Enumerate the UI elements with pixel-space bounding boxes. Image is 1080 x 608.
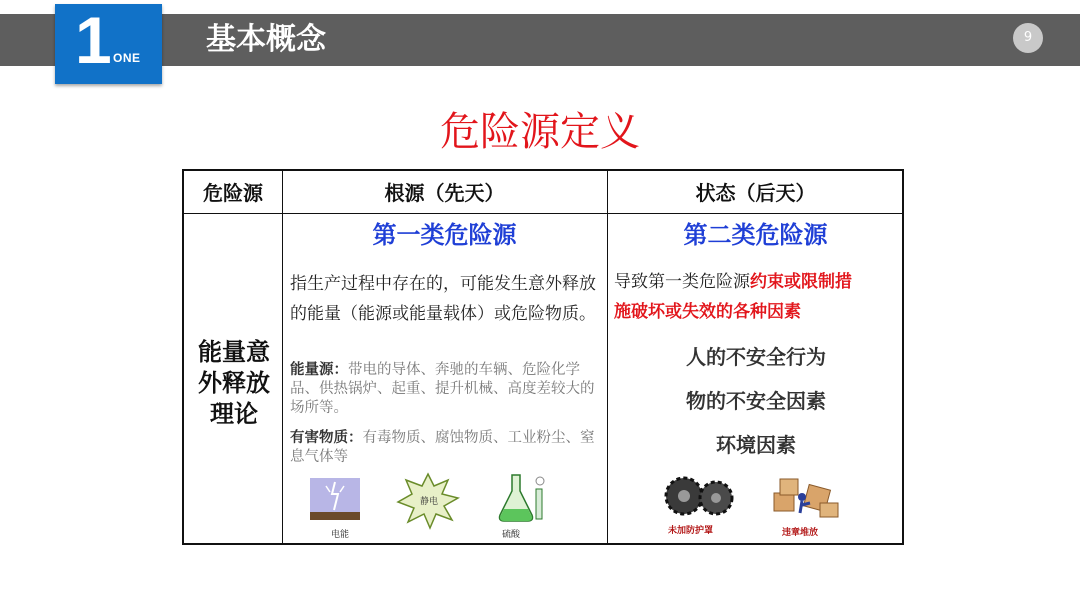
sulfuric-acid-image — [494, 471, 550, 525]
header-root: 根源（先天） — [384, 181, 505, 205]
type-two-desc-normal: 导致第一类危险源 — [614, 272, 750, 292]
energy-source-text — [290, 361, 603, 418]
image-caption: 电能 — [331, 530, 350, 540]
type-one-title: 第一类危险源 — [372, 221, 517, 249]
electricity-image — [308, 476, 364, 526]
improper-stacking-image — [770, 473, 844, 521]
factor-environment: 环境因素 — [716, 433, 796, 457]
row-header-line: 理论 — [210, 400, 258, 428]
section-sub: ONE — [113, 51, 141, 65]
image-caption: 违章堆放 — [782, 528, 819, 538]
harmful-substance-label: 有害物质： — [290, 430, 363, 446]
factor-object: 物的不安全因素 — [686, 389, 826, 413]
image-caption: 硫酸 — [502, 530, 521, 540]
header-bar — [0, 14, 1080, 66]
header-state: 状态（后天） — [695, 181, 816, 205]
image-caption: 未加防护罩 — [668, 526, 714, 536]
energy-source-value: 带电的导体、奔驰的车辆、危险化学品、供热锅炉、起重、提升机械、高度差较大的场所等。 — [290, 362, 595, 416]
type-two-description-line2: 施破坏或失效的各种因素 — [614, 302, 801, 322]
type-one-description: 指生产过程中存在的，可能发生意外释放的能量（能源或能量载体）或危险物质。 — [290, 274, 596, 324]
row-header-line: 外释放 — [198, 369, 270, 397]
section-badge — [55, 4, 162, 84]
type-two-title: 第二类危险源 — [683, 221, 828, 249]
energy-source-label: 能量源： — [290, 362, 348, 378]
harmful-substance-value: 有毒物质、腐蚀物质、工业粉尘、窒息气体等 — [290, 430, 595, 465]
type-two-description-line1 — [614, 267, 904, 297]
row-header — [190, 337, 278, 430]
header-hazard: 危险源 — [203, 181, 263, 205]
harmful-substance-text — [290, 429, 603, 467]
header-title: 基本概念 — [206, 22, 326, 57]
svg-text:静电: 静电 — [420, 497, 439, 507]
page-number: 9 — [1013, 23, 1043, 53]
unguarded-gears-image — [662, 474, 738, 518]
row-header-line: 能量意 — [198, 338, 270, 366]
page-title: 危险源定义 — [440, 109, 640, 155]
hazard-table — [182, 169, 904, 545]
type-two-desc-highlight: 约束或限制措 — [750, 272, 852, 292]
section-number: 1 — [75, 3, 112, 77]
factor-human: 人的不安全行为 — [686, 345, 826, 369]
static-electricity-image — [396, 472, 460, 530]
